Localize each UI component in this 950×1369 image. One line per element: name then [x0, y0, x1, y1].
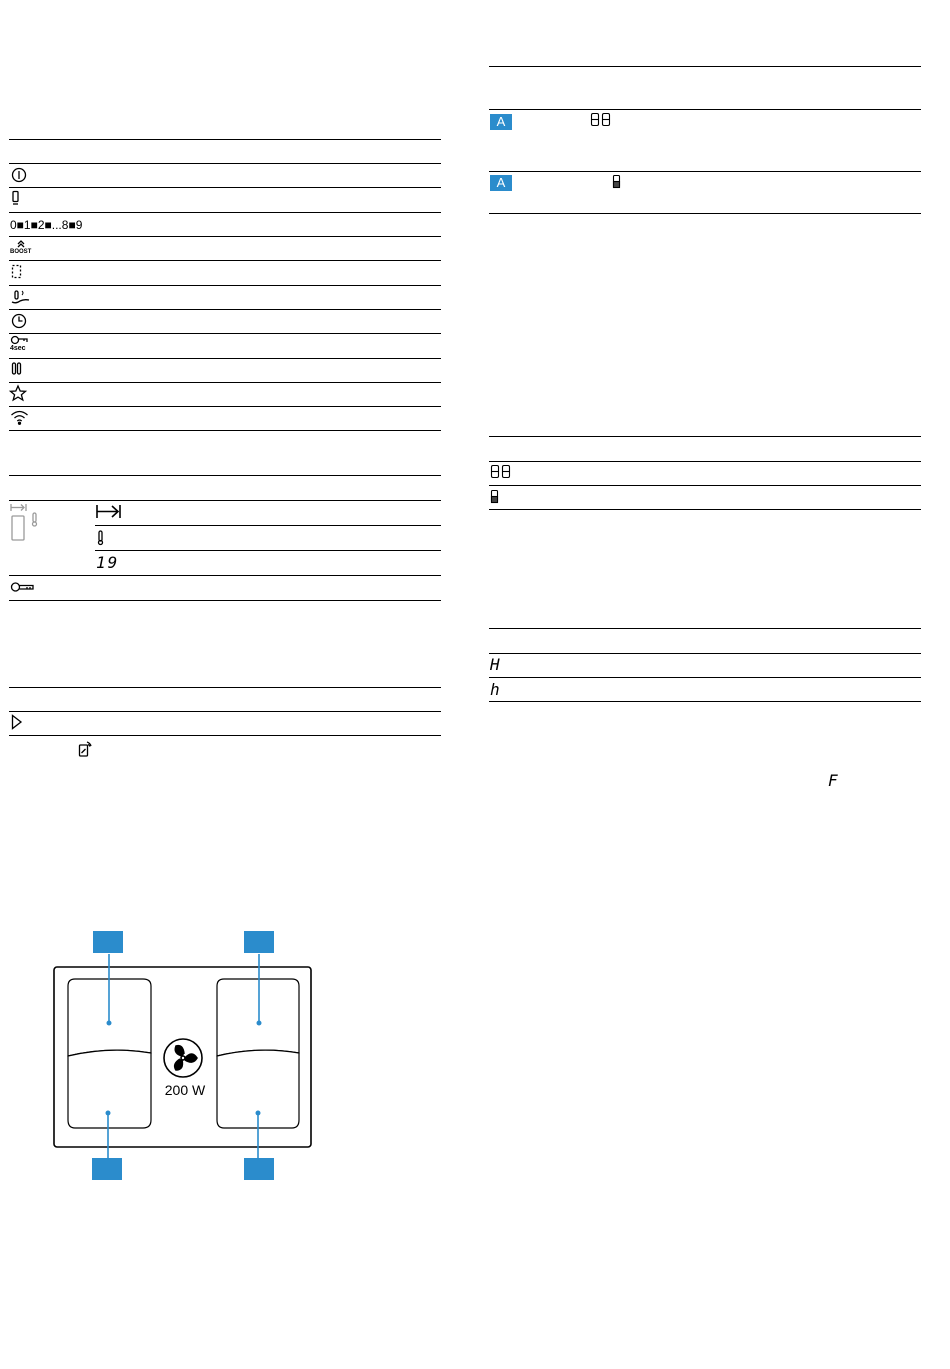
table-rule: [9, 187, 441, 188]
table-rule: [9, 406, 441, 407]
table-rule: [489, 461, 921, 462]
error-code: F: [828, 771, 838, 790]
callout-box: [244, 931, 274, 953]
timer-icon: [11, 313, 27, 329]
table-rule: [9, 358, 441, 359]
display-digit-icon: [10, 503, 44, 545]
cooktop-diagram: [50, 930, 320, 1182]
table-rule: [9, 382, 441, 383]
double-indicator-icon: [490, 464, 514, 480]
step-badge: A: [490, 175, 512, 191]
table-rule: [9, 575, 441, 576]
table-header-rule: [489, 66, 921, 67]
table-rule: [9, 163, 441, 164]
table-rule: [95, 550, 441, 551]
move-right-icon: [96, 504, 122, 520]
table-rule: [489, 509, 921, 510]
table-rule: [9, 309, 441, 310]
table-header-rule: [489, 628, 921, 629]
keep-warm-icon: [10, 287, 32, 305]
table-rule: [9, 236, 441, 237]
key-icon: [10, 580, 36, 594]
thermometer-icon: [97, 530, 105, 546]
callout-box: [93, 931, 123, 953]
fan-power-label: 200 W: [164, 1082, 206, 1098]
table-rule: [9, 212, 441, 213]
childlock-4sec-icon: [10, 335, 32, 345]
single-indicator-icon: [490, 489, 500, 505]
play-icon: [11, 714, 23, 730]
table-rule: [9, 333, 441, 334]
table-rule: [9, 430, 441, 431]
double-indicator-icon: [590, 112, 614, 128]
residual-heat-high: H: [490, 655, 500, 674]
table-rule: [489, 213, 921, 214]
temperature-value: 19: [96, 553, 120, 572]
boost-label: BOOST: [10, 249, 32, 255]
childlock-4sec-label: 4sec: [10, 345, 26, 352]
table-rule: [9, 500, 441, 501]
table-rule: [489, 171, 921, 172]
pause-icon: [11, 362, 23, 376]
table-rule: [95, 525, 441, 526]
table-rule: [9, 735, 441, 736]
zone-indicator-icon: [11, 190, 21, 206]
table-header-rule: [9, 139, 441, 140]
callout-box: [92, 1158, 122, 1180]
wifi-icon: [10, 409, 30, 425]
table-rule: [489, 485, 921, 486]
table-header-rule: [489, 436, 921, 437]
callout-box: [244, 1158, 274, 1180]
power-icon: [11, 167, 27, 183]
table-rule: [489, 701, 921, 702]
table-header-rule: [9, 687, 441, 688]
flex-zone-icon: [11, 264, 23, 280]
fan-icon: [162, 1037, 204, 1079]
table-rule: [489, 677, 921, 678]
phone-signal-icon: [78, 740, 94, 758]
power-levels-icon: 0■1■2■...8■9: [10, 218, 83, 232]
single-indicator-icon: [612, 174, 622, 190]
residual-heat-low: h: [490, 680, 500, 699]
step-badge: A: [490, 114, 512, 130]
table-rule: [9, 260, 441, 261]
table-header-rule: [9, 475, 441, 476]
table-rule: [489, 653, 921, 654]
table-rule: [9, 285, 441, 286]
table-rule: [9, 711, 441, 712]
table-rule: [489, 109, 921, 110]
favourite-star-icon: [10, 385, 28, 403]
table-rule: [9, 600, 441, 601]
